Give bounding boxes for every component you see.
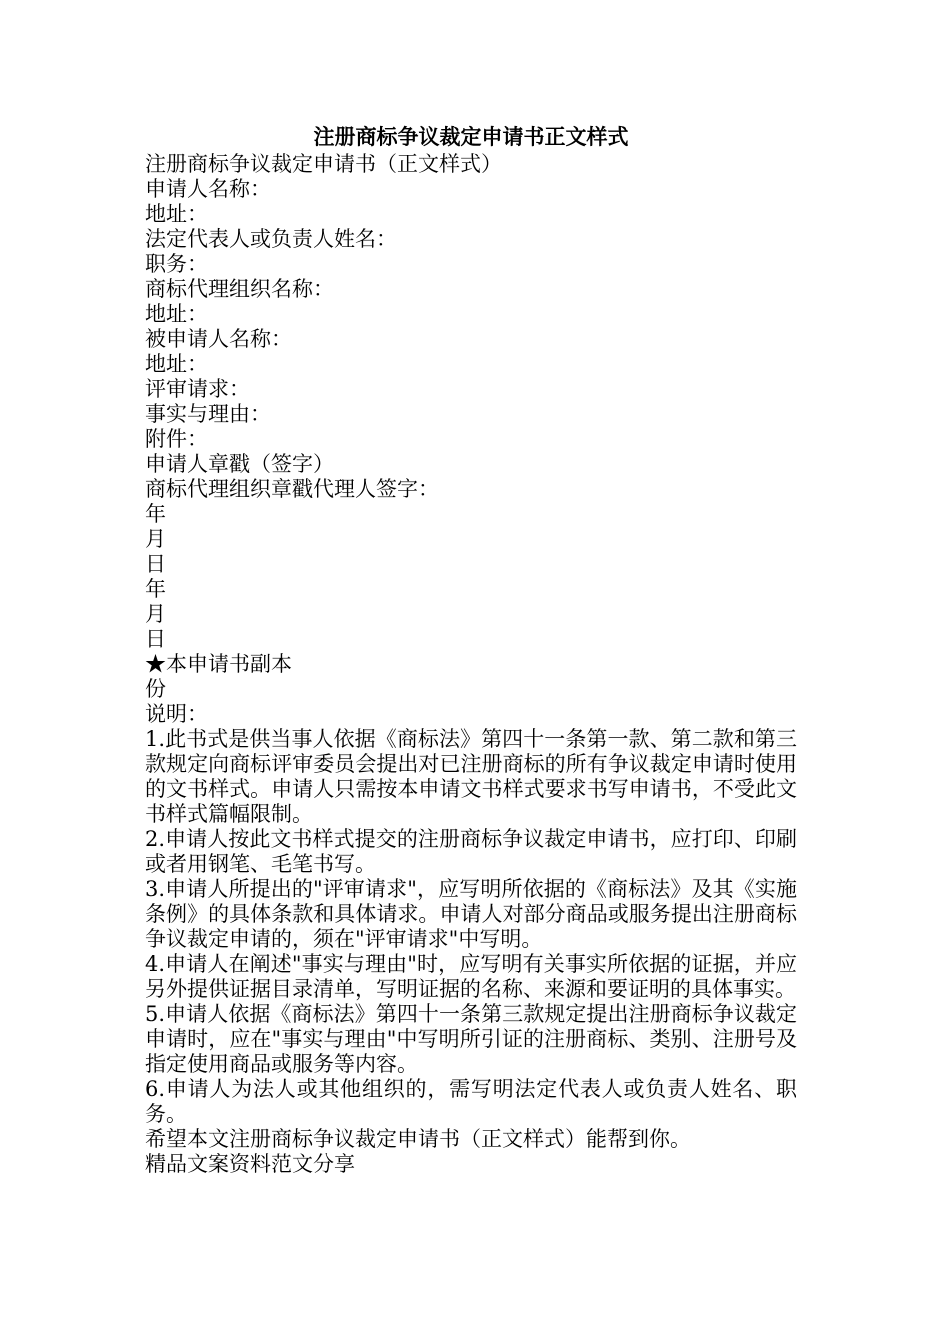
notes-list — [145, 727, 797, 1127]
agency-name-label: 商标代理组织名称： — [145, 277, 334, 301]
document-title: 注册商标争议裁定申请书正文样式 — [313, 124, 629, 149]
respondent-address-label: 地址： — [145, 352, 208, 376]
closing-text: 希望本文注册商标争议裁定申请书（正文样式）能帮到你。 — [145, 1127, 691, 1151]
form-heading: 注册商标争议裁定申请书（正文样式） — [145, 152, 502, 176]
document-page — [145, 122, 797, 1177]
date-month-1: 月 — [145, 527, 166, 551]
date-year-2: 年 — [145, 577, 166, 601]
legal-representative-label: 法定代表人或负责人姓名： — [145, 227, 397, 251]
note-item: 2.申请人按此文书样式提交的注册商标争议裁定申请书，应打印、印刷或者用钢笔、毛笔书写。 — [145, 827, 797, 876]
position-label: 职务： — [145, 252, 208, 276]
note-item: 6.申请人为法人或其他组织的，需写明法定代表人或负责人姓名、职务。 — [145, 1077, 797, 1126]
agency-address-label: 地址： — [145, 302, 208, 326]
applicant-address-label: 地址： — [145, 202, 208, 226]
copies-unit: 份 — [145, 677, 166, 701]
note-item: 4.申请人在阐述"事实与理由"时，应写明有关事实所依据的证据，并应另外提供证据目录清单，写明证据的名称、来源和要证明的具体事实。 — [145, 952, 797, 1001]
agency-seal-label: 商标代理组织章戳代理人签字： — [145, 477, 439, 501]
attachments-label: 附件： — [145, 427, 208, 451]
footer-text: 精品文案资料范文分享 — [145, 1152, 355, 1176]
applicant-seal-label: 申请人章戳（签字） — [145, 452, 334, 476]
note-item: 5.申请人依据《商标法》第四十一条第三款规定提出注册商标争议裁定申请时，应在"事实与理由"中写明所引证的注册商标、类别、注册号及指定使用商品或服务等内容。 — [145, 1002, 797, 1076]
note-item: 1.此书式是供当事人依据《商标法》第四十一条第一款、第二款和第三款规定向商标评审委员会提出对已注册商标的所有争议裁定申请时使用的文书样式。申请人只需按本申请文书样式要求书写申请书，不受此文书样式篇幅限制。 — [145, 727, 797, 826]
review-request-label: 评审请求： — [145, 377, 250, 401]
form-fields — [145, 152, 797, 727]
facts-reasons-label: 事实与理由： — [145, 402, 271, 426]
date-day-2: 日 — [145, 627, 166, 651]
respondent-name-label: 被申请人名称： — [145, 327, 292, 351]
notes-heading: 说明： — [145, 702, 208, 726]
date-month-2: 月 — [145, 602, 166, 626]
date-year-1: 年 — [145, 502, 166, 526]
note-item: 3.申请人所提出的"评审请求"，应写明所依据的《商标法》及其《实施条例》的具体条款和具体请求。申请人对部分商品或服务提出注册商标争议裁定申请的，须在"评审请求"中写明。 — [145, 877, 797, 951]
applicant-name-label: 申请人名称： — [145, 177, 271, 201]
copies-label: ★本申请书副本 — [145, 652, 292, 676]
date-day-1: 日 — [145, 552, 166, 576]
